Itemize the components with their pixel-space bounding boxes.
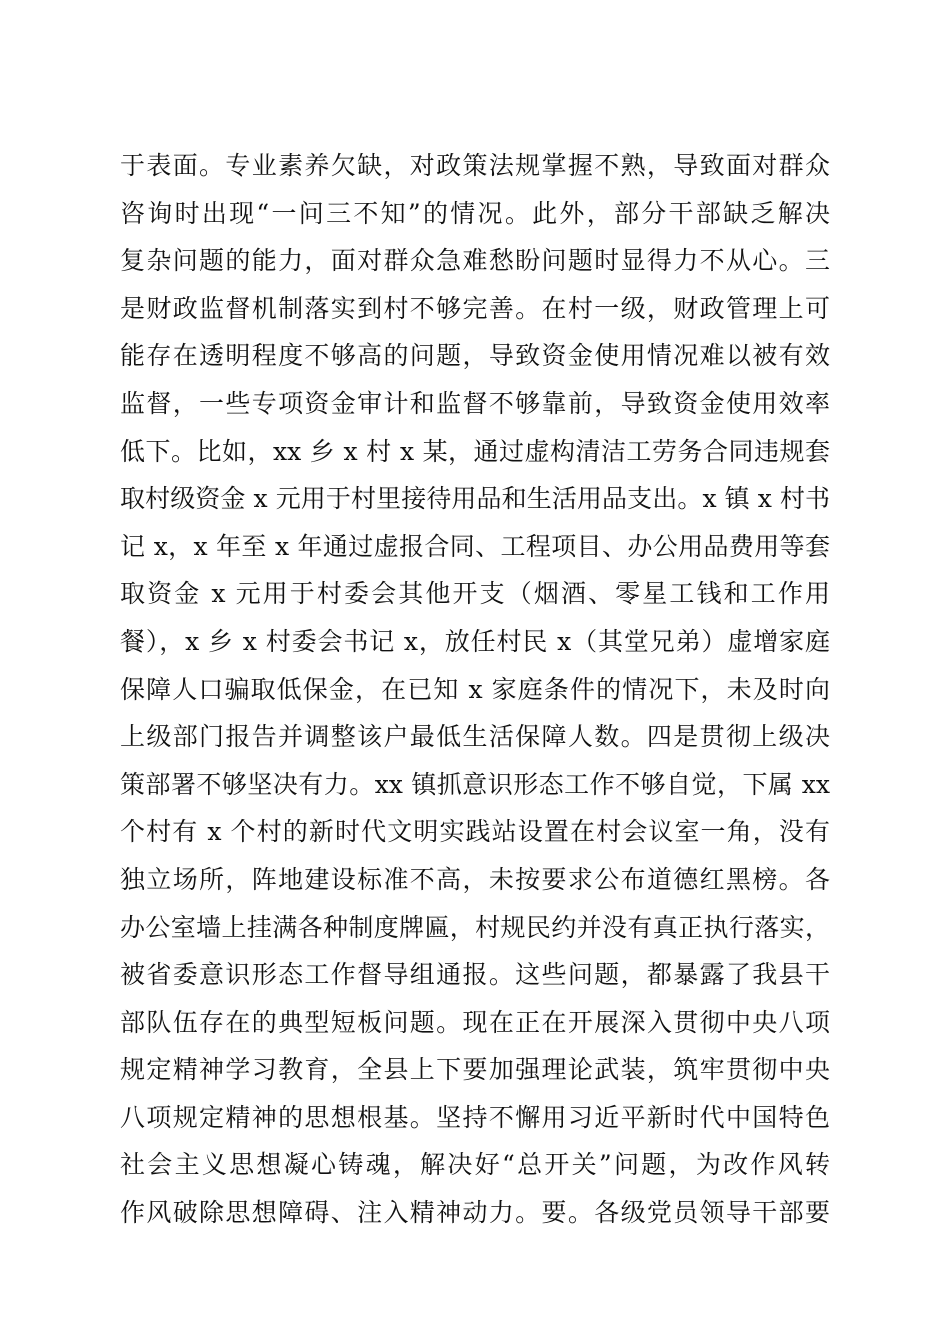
text-line-22: 社会主义思想凝心铸魂，解决好“总开关”问题，为改作风转: [120, 1150, 830, 1180]
text-line-1: 于表面。专业素养欠缺，对政策法规掌握不熟，导致面对群众: [120, 151, 830, 180]
text-line-18: 被省委意识形态工作督导组通报。这些问题，都暴露了我县干: [120, 960, 830, 990]
text-line-13: 上级部门报告并调整该户最低生活保障人数。四是贯彻上级决: [120, 722, 830, 752]
text-line-17: 办公室墙上挂满各种制度牌匾，村规民约并没有真正执行落实，: [120, 912, 830, 942]
text-line-15: 个村有 x 个村的新时代文明实践站设置在村会议室一角，没有: [120, 817, 830, 847]
text-line-2: 咨询时出现“一问三不知”的情况。此外，部分干部缺乏解决: [120, 198, 830, 228]
text-line-12: 保障人口骗取低保金，在已知 x 家庭条件的情况下，未及时向: [120, 674, 830, 704]
text-line-16: 独立场所，阵地建设标准不高，未按要求公布道德红黑榜。各: [120, 864, 830, 894]
text-line-19: 部队伍存在的典型短板问题。现在正在开展深入贯彻中央八项: [120, 1007, 830, 1037]
text-line-3: 复杂问题的能力，面对群众急难愁盼问题时显得力不从心。三: [120, 246, 830, 276]
text-line-6: 监督，一些专项资金审计和监督不够靠前，导致资金使用效率: [120, 388, 830, 418]
text-line-4: 是财政监督机制落实到村不够完善。在村一级，财政管理上可: [120, 293, 830, 323]
text-line-10: 取资金 x 元用于村委会其他开支（烟酒、零星工钱和工作用: [120, 579, 830, 609]
text-line-5: 能存在透明程度不够高的问题，导致资金使用情况难以被有效: [120, 341, 830, 371]
text-line-9: 记 x，x 年至 x 年通过虚报合同、工程项目、办公用品费用等套: [120, 531, 830, 561]
text-line-11: 餐），x 乡 x 村委会书记 x，放任村民 x（其堂兄弟）虚增家庭: [120, 626, 830, 656]
body-paragraph: [120, 142, 830, 1237]
text-line-21: 八项规定精神的思想根基。坚持不懈用习近平新时代中国特色: [120, 1102, 830, 1132]
text-line-23: 作风破除思想障碍、注入精神动力。要。各级党员领导干部要: [120, 1198, 830, 1228]
text-line-14: 策部署不够坚决有力。xx 镇抓意识形态工作不够自觉，下属 xx: [120, 769, 830, 799]
text-line-7: 低下。比如，xx 乡 x 村 x 某，通过虚构清洁工劳务合同违规套: [120, 436, 830, 466]
text-line-8: 取村级资金 x 元用于村里接待用品和生活用品支出。x 镇 x 村书: [120, 484, 830, 514]
text-line-20: 规定精神学习教育，全县上下要加强理论武装，筑牢贯彻中央: [120, 1055, 830, 1085]
